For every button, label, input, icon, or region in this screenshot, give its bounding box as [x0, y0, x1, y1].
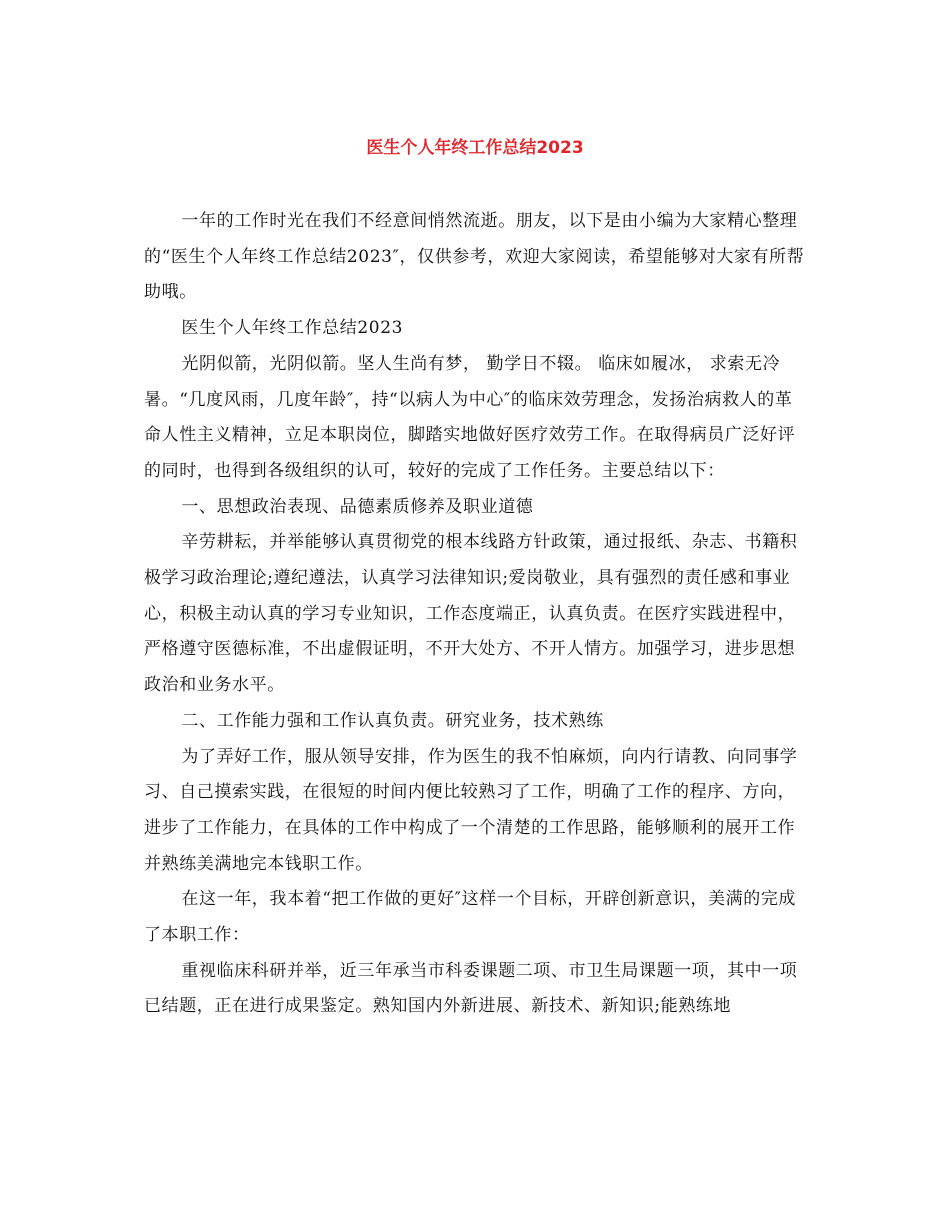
section-title: 医生个人年终工作总结2023 [181, 318, 404, 339]
paragraph-ability: 为了弄好工作，服从领导安排，作为医生的我不怕麻烦，向内行请教、向同事学习、自己摸索实践，在很短的时间内便比较熟习了工作，明确了工作的程序、方向，进步了工作能力，在具体的工作中构成了一个清楚的工作思路，能够顺利的展开工作并熟练美满地完本钱职工作。 [144, 746, 798, 874]
heading-one: 一、思想政治表现、品德素质修养及职业道德 [181, 496, 534, 517]
paragraph-goal: 在这一年，我本着“把工作做的更好″这样一个目标，开辟创新意识，美满的完成了本职工作： [144, 889, 797, 946]
paragraph-ethics: 辛劳耕耘，并举能够认真贯彻党的根本线路方针政策，通过报纸、杂志、书籍积极学习政治理论;遵纪遵法，认真学习法律知识;爱岗敬业，具有强烈的责任感和事业心，积极主动认真的学习专业知识，工作态度端正，认真负责。在医疗实践进程中，严格遵守医德标准，不出虚假证明，不开大处方、不开人情方。加强学习，进步思想政治和业务水平。 [144, 532, 798, 696]
intro-paragraph: 一年的工作时光在我们不经意间悄然流逝。朋友，以下是由小编为大家精心整理的“医生个人年终工作总结2023″，仅供参考，欢迎大家阅读，希望能够对大家有所帮助哦。 [144, 211, 805, 303]
heading-two: 二、工作能力强和工作认真负责。研究业务，技术熟练 [181, 710, 604, 731]
document-title: 医生个人年终工作总结2023 [366, 138, 584, 158]
opening-paragraph: 光阴似箭，光阴似箭。坚人生尚有梦， 勤学日不辍。 临床如履冰， 求索无冷暑。“几度风雨，几度年龄″，持“以病人为中心″的临床效劳理念，发扬治病救人的革命人性主义精神，立足本职岗位，脚踏实地做好医疗效劳工作。在取得病员广泛好评的同时，也得到各级组织的认可，较好的完成了工作任务。主要总结以下： [144, 353, 796, 481]
document-body [144, 204, 810, 1025]
paragraph-research: 重视临床科研并举，近三年承当市科委课题二项、市卫生局课题一项，其中一项已结题，正在进行成果鉴定。熟知国内外新进展、新技术、新知识;能熟练地 [144, 960, 798, 1017]
